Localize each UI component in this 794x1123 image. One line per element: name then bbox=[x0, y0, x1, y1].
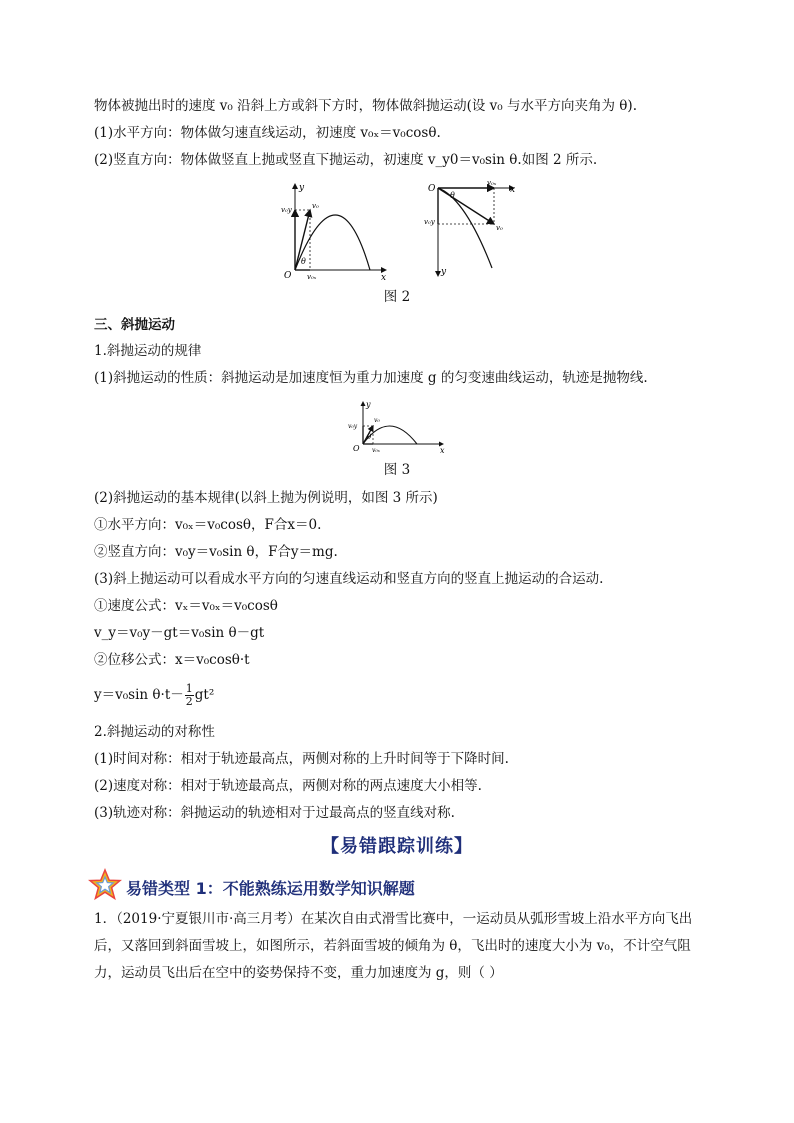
intro-line-2: (1)水平方向：物体做匀速直线运动，初速度 v₀ₓ＝v₀cosθ. bbox=[94, 125, 441, 141]
section-3-p2: (1)斜抛运动的性质：斜抛运动是加速度恒为重力加速度 g 的匀变速曲线运动，轨迹是抛物线. bbox=[94, 370, 648, 386]
fig2-right-theta: θ bbox=[450, 191, 455, 200]
intro-line-3: (2)竖直方向：物体做竖直上抛或竖直下抛运动，初速度 v_y0＝v₀sin θ.如图 2 所示. bbox=[94, 152, 598, 168]
fig3-v0x: v₀ₓ bbox=[372, 447, 380, 454]
figure-3-caption: 图 3 bbox=[383, 462, 411, 478]
fig2-left-origin: O bbox=[284, 271, 292, 281]
fig2-right-v0y: v₀y bbox=[424, 218, 435, 226]
symmetry-time: (1)时间对称：相对于轨迹最高点，两侧对称的上升时间等于下降时间. bbox=[94, 751, 509, 767]
fig2-right-x-label: x bbox=[510, 185, 516, 195]
rules-line-1: (2)斜抛运动的基本规律(以斜上抛为例说明，如图 3 所示) bbox=[94, 490, 438, 506]
error-type-title: 易错类型 1：不能熟练运用数学知识解题 bbox=[126, 879, 415, 898]
section-3-heading: 三、斜抛运动 bbox=[94, 317, 175, 333]
fig3-origin: O bbox=[353, 444, 360, 453]
fig3-theta: θ bbox=[367, 433, 372, 441]
displacement-y-formula-a: y＝v₀sin θ·t－ bbox=[94, 687, 184, 703]
fraction-denominator: 2 bbox=[185, 695, 193, 708]
rules-line-3: ②竖直方向：v₀y＝v₀sin θ，F合y＝mg. bbox=[94, 544, 338, 560]
fraction-numerator: 1 bbox=[185, 682, 193, 695]
fig3-y-label: y bbox=[366, 400, 371, 409]
rules-line-4: (3)斜上抛运动可以看成水平方向的匀速直线运动和竖直方向的竖直上抛运动的合运动. bbox=[94, 571, 604, 587]
question-1: 1．（2019·宁夏银川市·高三月考）在某次自由式滑雪比赛中，一运动员从弧形雪坡上沿水平方向飞出后，又落回到斜面雪坡上，如图所示，若斜面雪坡的倾角为 θ，飞出时的速度大小为 v₀，不计空气阻力，运动员飞出后在空中的姿势保持不变，重力加速度为 g，则（ ） bbox=[94, 911, 693, 981]
error-training-banner: 【易错跟踪训练】 bbox=[321, 836, 473, 857]
symmetry-trajectory: (3)轨迹对称：斜抛运动的轨迹相对于过最高点的竖直线对称. bbox=[94, 805, 455, 821]
fig3-v0y: v₀y bbox=[348, 423, 358, 430]
figure-2-diagram bbox=[270, 178, 530, 282]
fig2-left-v0y: v₀y bbox=[281, 206, 292, 214]
symmetry-heading: 2.斜抛运动的对称性 bbox=[94, 724, 215, 740]
rules-line-2: ①水平方向：v₀ₓ＝v₀cosθ，F合x＝0. bbox=[94, 517, 322, 533]
fig2-right-panel bbox=[424, 179, 515, 277]
rules-line-8 bbox=[94, 680, 214, 710]
fig2-right-y-label: y bbox=[441, 267, 447, 277]
fig2-left-theta: θ bbox=[301, 257, 306, 266]
fig3-v0: v₀ bbox=[374, 417, 380, 424]
fig2-left-x-label: x bbox=[381, 273, 387, 282]
fig2-left-v0x: v₀ₓ bbox=[307, 273, 317, 281]
section-3-p1: 1.斜抛运动的规律 bbox=[94, 343, 202, 359]
rules-line-5: ①速度公式：vₓ＝v₀ₓ＝v₀cosθ bbox=[94, 598, 278, 614]
displacement-y-formula-b: gt² bbox=[194, 687, 215, 703]
fig2-right-v0: v₀ bbox=[496, 224, 503, 232]
fig2-left-panel bbox=[281, 183, 386, 282]
fig2-right-v0x: v₀ₓ bbox=[487, 179, 497, 187]
figure-2-caption: 图 2 bbox=[383, 289, 411, 305]
rules-line-6: v_y＝v₀y－gt＝v₀sin θ－gt bbox=[94, 625, 265, 641]
fig2-left-y-label: y bbox=[299, 183, 305, 193]
fig2-left-v0: v₀ bbox=[312, 202, 319, 210]
figure-3-diagram bbox=[345, 398, 449, 456]
intro-line-1: 物体被抛出时的速度 v₀ 沿斜上方或斜下方时，物体做斜抛运动(设 v₀ 与水平方向夹角为 θ). bbox=[94, 98, 637, 114]
star-icon bbox=[88, 868, 122, 902]
fig2-right-origin: O bbox=[428, 184, 436, 194]
fig3-x-label: x bbox=[440, 446, 445, 455]
fraction-half bbox=[185, 683, 194, 708]
rules-line-7: ②位移公式：x＝v₀cosθ·t bbox=[94, 652, 250, 668]
symmetry-speed: (2)速度对称：相对于轨迹最高点，两侧对称的两点速度大小相等. bbox=[94, 778, 482, 794]
